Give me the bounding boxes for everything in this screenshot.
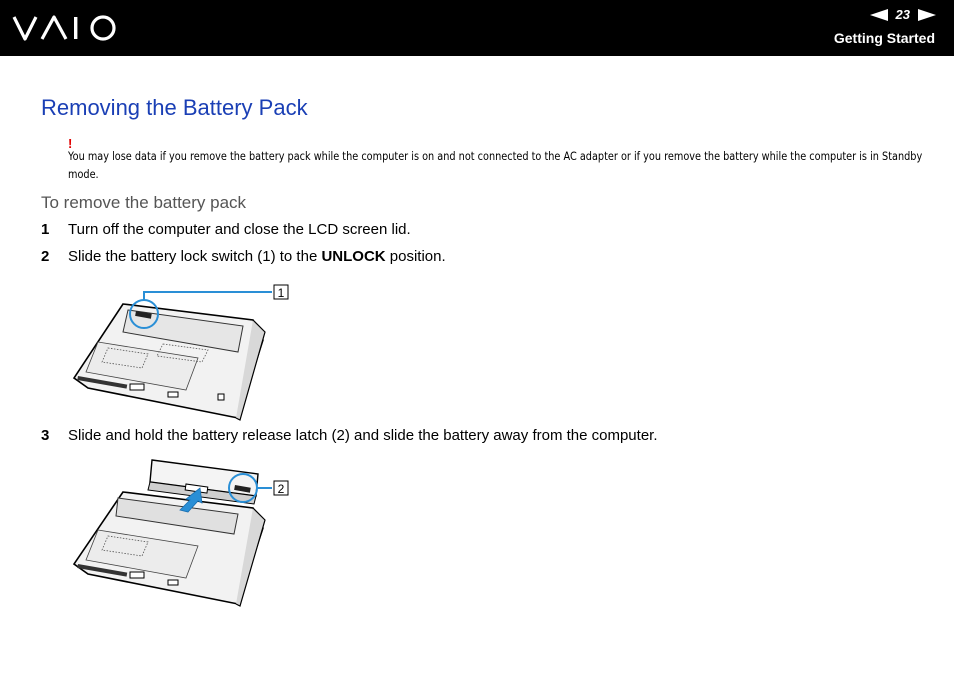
step-text: Slide the battery lock switch (1) to the [68,248,322,265]
warning-text: You may lose data if you remove the battery pack while the computer is on and not connected to the AC adapter or if you remove the battery while the computer is in Standby mode. [68,150,923,181]
callout-1-label: 1 [277,286,285,300]
page-number: 23 [895,7,910,22]
laptop-bottom-figure-2 [68,458,313,608]
step-2 [41,248,446,265]
next-page-icon[interactable] [918,9,936,21]
step-number: 1 [41,221,50,238]
vaio-logo [12,14,122,42]
page-title: Removing the Battery Pack [41,95,308,120]
previous-page-icon[interactable] [870,9,888,21]
page-navigation [870,7,936,22]
step-3 [41,427,658,444]
page-header [0,0,954,56]
laptop-bottom-figure-1 [68,280,313,425]
section-title: Getting Started [833,30,935,46]
step-number: 2 [41,248,50,265]
step-text-end: position. [385,248,446,265]
callout-2-label: 2 [277,482,285,496]
unlock-label: UNLOCK [321,248,386,265]
step-1 [41,221,411,238]
procedure-heading: To remove the battery pack [41,193,247,212]
warning-icon: ! [68,136,73,151]
step-text: Slide and hold the battery release latch (2) and slide the battery away from the computer. [68,427,658,444]
step-text: Turn off the computer and close the LCD screen lid. [68,221,411,238]
step-number: 3 [41,427,50,444]
